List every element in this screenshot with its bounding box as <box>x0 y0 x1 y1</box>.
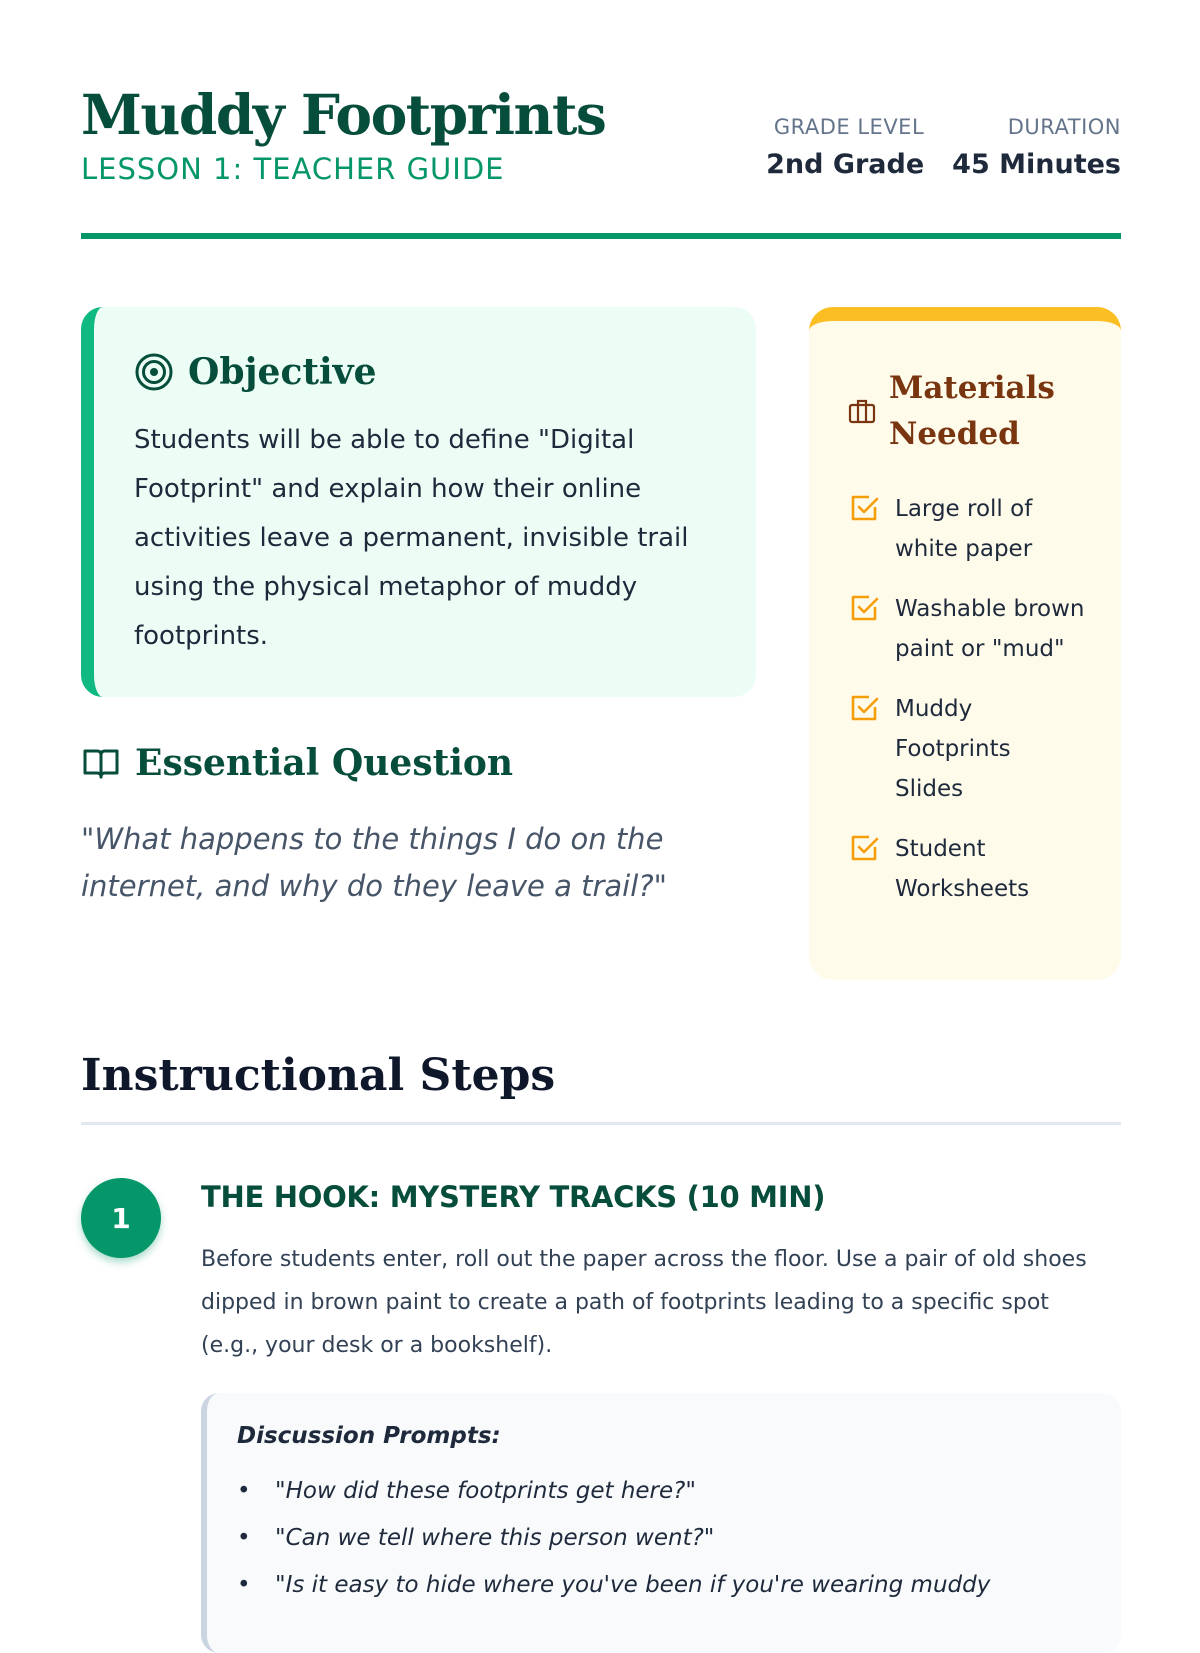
grade-level-block <box>766 115 924 180</box>
materials-item <box>849 829 1109 909</box>
checkbox-checked-icon <box>849 492 881 524</box>
essential-question-quote: "What happens to the things I do on the internet, and why do they leave a trail?" <box>81 822 667 903</box>
materials-item-label: Muddy Footprints Slides <box>895 696 1011 802</box>
open-book-icon <box>81 743 121 783</box>
materials-item-label: Large roll of white paper <box>895 496 1033 562</box>
discussion-prompt-item <box>237 1515 990 1562</box>
bullet-icon: • <box>237 1525 251 1551</box>
lesson-subtitle: LESSON 1: TEACHER GUIDE <box>81 152 505 186</box>
lesson-page <box>81 0 1121 1598</box>
duration-label: DURATION <box>1007 115 1121 139</box>
briefcase-icon <box>847 396 877 426</box>
checkbox-checked-icon <box>849 592 881 624</box>
checkbox-checked-icon <box>849 692 881 724</box>
discussion-prompt-item <box>237 1562 990 1609</box>
materials-item <box>849 489 1109 569</box>
instructional-steps-title: Instructional Steps <box>81 1050 556 1101</box>
duration-value: 45 Minutes <box>952 149 1121 180</box>
discussion-prompts-title: Discussion Prompts: <box>237 1423 501 1449</box>
materials-card <box>809 307 1121 980</box>
step-title: THE HOOK: MYSTERY TRACKS (10 MIN) <box>201 1180 826 1214</box>
checkbox-checked-icon <box>849 832 881 864</box>
objective-card <box>81 307 756 697</box>
materials-item-label: Washable brown paint or "mud" <box>895 596 1085 662</box>
target-icon <box>134 352 174 392</box>
step-description: Before students enter, roll out the paper across the floor. Use a pair of old shoes dipped in brown paint to create a path of footprints leading to a specific spot (e.g., your desk or a bookshelf). <box>201 1247 1087 1358</box>
discussion-prompts-box <box>201 1393 1121 1653</box>
header-divider <box>81 233 1121 239</box>
bullet-icon: • <box>237 1572 251 1598</box>
grade-level-value: 2nd Grade <box>766 149 925 180</box>
bullet-icon: • <box>237 1478 251 1504</box>
step-number-badge: 1 <box>81 1178 161 1258</box>
steps-divider <box>81 1122 1121 1125</box>
discussion-prompt-text: "How did these footprints get here?" <box>275 1478 696 1504</box>
materials-heading <box>847 365 1069 457</box>
materials-item <box>849 589 1109 669</box>
materials-list <box>849 489 1109 929</box>
lesson-meta <box>766 115 1121 180</box>
discussion-prompt-item <box>237 1468 990 1515</box>
materials-item-label: Student Worksheets <box>895 836 1030 902</box>
materials-item <box>849 689 1109 809</box>
duration-block <box>952 115 1121 180</box>
discussion-prompt-text: "Can we tell where this person went?" <box>275 1525 715 1551</box>
materials-title: Materials Needed <box>889 370 1055 452</box>
grade-level-label: GRADE LEVEL <box>773 115 925 139</box>
lesson-header <box>81 0 1121 250</box>
essential-question-title: Essential Question <box>135 742 514 784</box>
objective-title: Objective <box>188 351 377 393</box>
discussion-prompt-text: "Is it easy to hide where you've been if you're wearing muddy <box>275 1572 991 1598</box>
lesson-title: Muddy Footprints <box>81 82 606 147</box>
objective-text: Students will be able to define "Digital Footprint" and explain how their online activities leave a permanent, invisible trail using the physical metaphor of muddy footprints. <box>134 425 689 651</box>
discussion-prompts-list <box>237 1468 990 1609</box>
essential-question-heading <box>81 742 513 784</box>
objective-heading <box>134 351 377 393</box>
